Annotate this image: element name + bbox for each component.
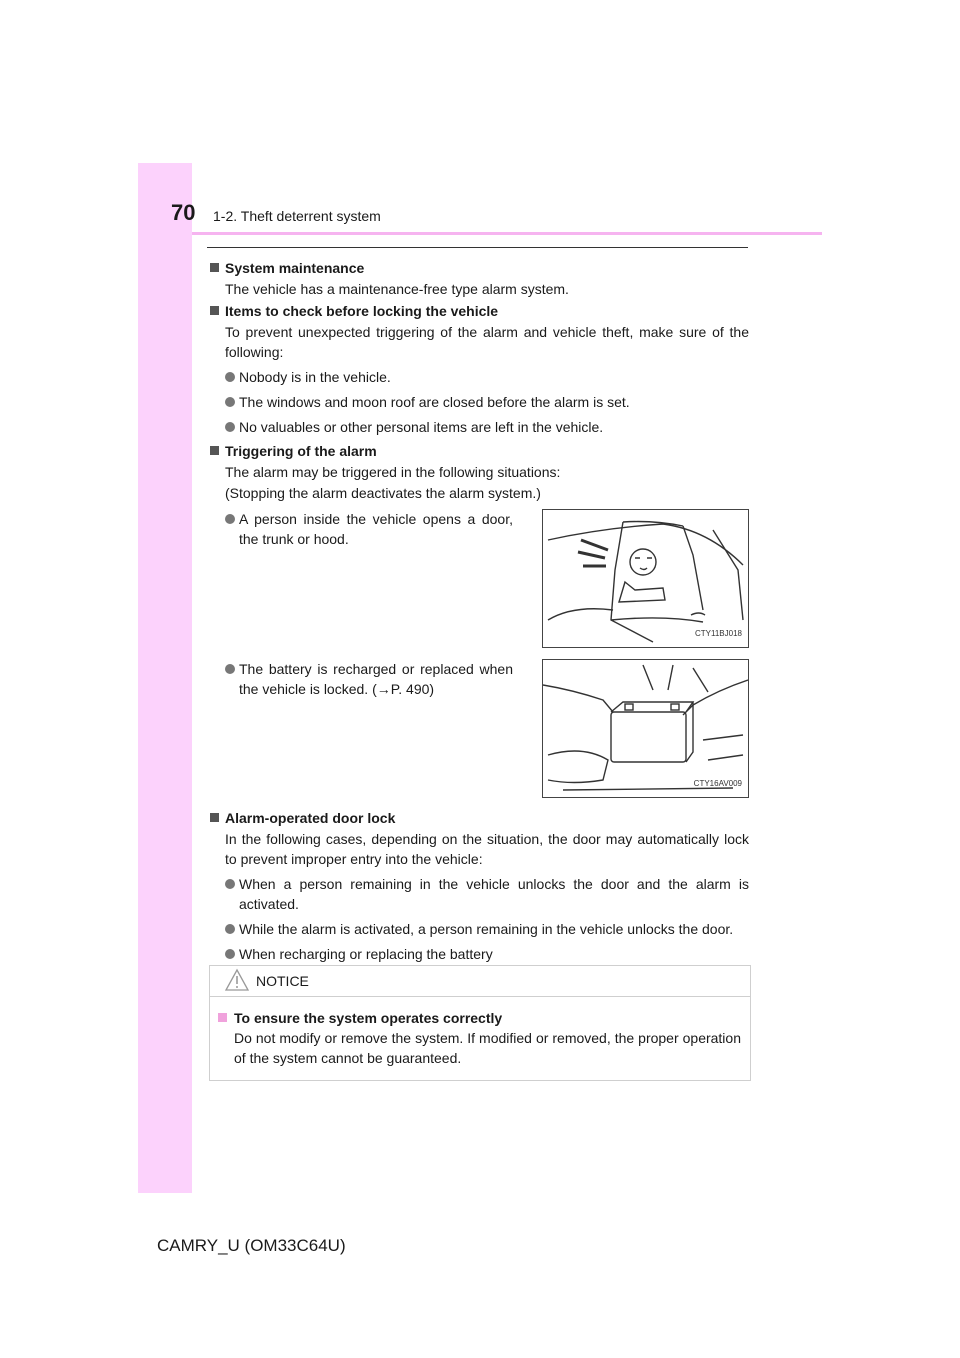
heading-items-to-check: Items to check before locking the vehicle (209, 301, 749, 321)
notice-label: NOTICE (256, 973, 309, 989)
figure-code: CTY11BJ018 (695, 629, 742, 638)
figure-row-battery (209, 659, 749, 798)
page-number: 70 (171, 200, 196, 225)
heading-door-lock: Alarm-operated door lock (209, 808, 749, 828)
heading-system-maintenance: System maintenance (209, 258, 749, 278)
notice-title: To ensure the system operates correctly (218, 1008, 741, 1028)
triggering-text-1: The alarm may be triggered in the following situations: (225, 464, 561, 480)
check-text: To prevent unexpected triggering of the alarm and vehicle theft, make sure of the following: (225, 324, 749, 360)
notice-header (210, 966, 750, 997)
figure-code: CTY16AV009 (693, 779, 742, 788)
trigger-bullet: The battery is recharged or replaced when the vehicle is locked. (→P. 490) (209, 659, 513, 798)
check-bullet: The windows and moon roof are closed before the alarm is set. (209, 392, 749, 412)
door-lock-bullet: While the alarm is activated, a person remaining in the vehicle unlocks the door. (209, 919, 749, 939)
check-bullet: Nobody is in the vehicle. (209, 367, 749, 387)
door-lock-bullet: When a person remaining in the vehicle unlocks the door and the alarm is activated. (209, 874, 749, 914)
battery-illustration (542, 659, 749, 798)
warning-triangle-icon (224, 968, 250, 997)
notice-body (210, 997, 750, 1068)
door-lock-text: In the following cases, depending on the situation, the door may automatically lock to prevent improper entry into the vehicle: (225, 831, 749, 867)
header-rule (207, 247, 748, 248)
check-bullet: No valuables or other personal items are left in the vehicle. (209, 417, 749, 437)
notice-text: Do not modify or remove the system. If modified or removed, the proper operation of the system cannot be guaranteed. (234, 1030, 741, 1066)
notice-box (209, 965, 751, 1081)
section-title: 1-2. Theft deterrent system (213, 208, 381, 224)
maintenance-text: The vehicle has a maintenance-free type alarm system. (225, 281, 569, 297)
heading-triggering: Triggering of the alarm (209, 441, 749, 461)
door-open-illustration (542, 509, 749, 648)
trigger-bullet: A person inside the vehicle opens a door, the trunk or hood. (209, 509, 513, 648)
figure-row-door (209, 509, 749, 648)
main-content (209, 256, 749, 964)
side-tab-band (138, 163, 192, 1193)
door-lock-bullet: When recharging or replacing the battery (209, 944, 749, 964)
triggering-text-2: (Stopping the alarm deactivates the alarm system.) (225, 485, 541, 501)
footer-model-code: CAMRY_U (OM33C64U) (157, 1236, 346, 1255)
header-accent-line (192, 232, 822, 235)
